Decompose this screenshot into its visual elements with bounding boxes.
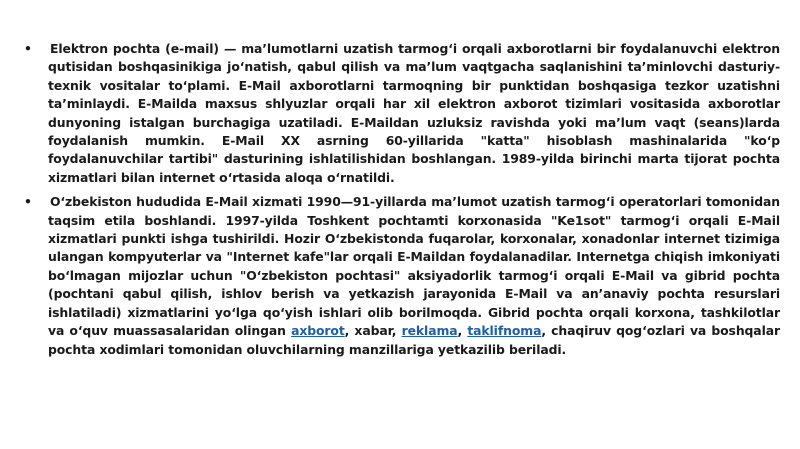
paragraph-text-start: O‘zbekiston hududida E-Mail xizmati 1990—91-yillarda ma’lumot uzatish tarmog‘i operatorlari tomonidan taqsim etila boshlandi. 1997-yilda Toshkent pochtamti korxonasida "Ke1sot" tarmog‘i orqali E-Mail xizmatlari punkti ishga tushirildi. Hozir O‘zbekistonda fuqarolar, korxonalar, xonadonlar internet tizimiga ulangan kompyuterlar va "Internet kafe"lar orqali E-Maildan foydalanadilar. Internetga chiqish imkoniyati bo‘lmagan mijozlar uchun "O‘zbekiston pochtasi" aksiyadorlik tarmog‘i orqali E-Mail va gibrid pochta (pochtani qabul qilish, ishlov berish va yetkazish jarayonida E-Mail va an’anaviy pochta resurslari ishlatiladi) xizmatlarini yo‘lga qo‘yish ishlari olib borilmoqda. Gibrid pochta orqali korxona, tashkilotlar va o‘quv muassasalaridan olingan — [48, 194, 780, 339]
bullet-list — [24, 40, 780, 359]
paragraph-separator: , — [457, 323, 468, 339]
bullet-marker: • — [24, 41, 32, 56]
paragraph-text-end: , chaqiruv qog‘ozlari va boshqalar pochta xodimlari tomonidan oluvchilarning manzillariga yetkazilib beriladi. — [48, 323, 780, 357]
paragraph-separator: , xabar, — [344, 323, 402, 339]
link-axborot[interactable]: axborot — [291, 323, 345, 339]
bullet-item-email-definition — [24, 40, 780, 187]
bullet-marker: • — [24, 194, 32, 210]
link-reklama[interactable]: reklama — [401, 323, 458, 339]
paragraph-email-uzbekistan — [36, 193, 780, 359]
bullet-item-email-uzbekistan — [24, 193, 780, 359]
link-taklifnoma[interactable]: taklifnoma — [467, 323, 542, 339]
paragraph-email-definition: Elektron pochta (e-mail) — ma’lumotlarni uzatish tarmog‘i orqali axborotlarni bir foydalanuvchi elektron qutisidan boshqasinikiga jo‘natish, qabul qilish va ma’lum vaqtgacha saqlanishini ta’minlovchi dasturiy-texnik vositalar to‘plami. E-Mail axborotlarni tarmoqning bir punktidan boshqasiga tezkor uzatishni ta’minlaydi. E-Mailda maxsus shlyuzlar orqali har xil elektron axborot tizimlari vositasida axborotlar dunyoning istalgan burchagiga uzatiladi. E-Maildan uzluksiz ravishda yoki ma’lum vaqt (seans)larda foydalanish mumkin. E-Mail XX asrning 60-yillarida "katta" hisoblash mashinalarida "ko‘p foydalanuvchilar tartibi" dasturining ishlatilishidan boshlangan. 1989-yilda birinchi marta tijorat pochta xizmatlari bilan internet o‘rtasida aloqa o‘rnatildi. — [48, 41, 780, 185]
